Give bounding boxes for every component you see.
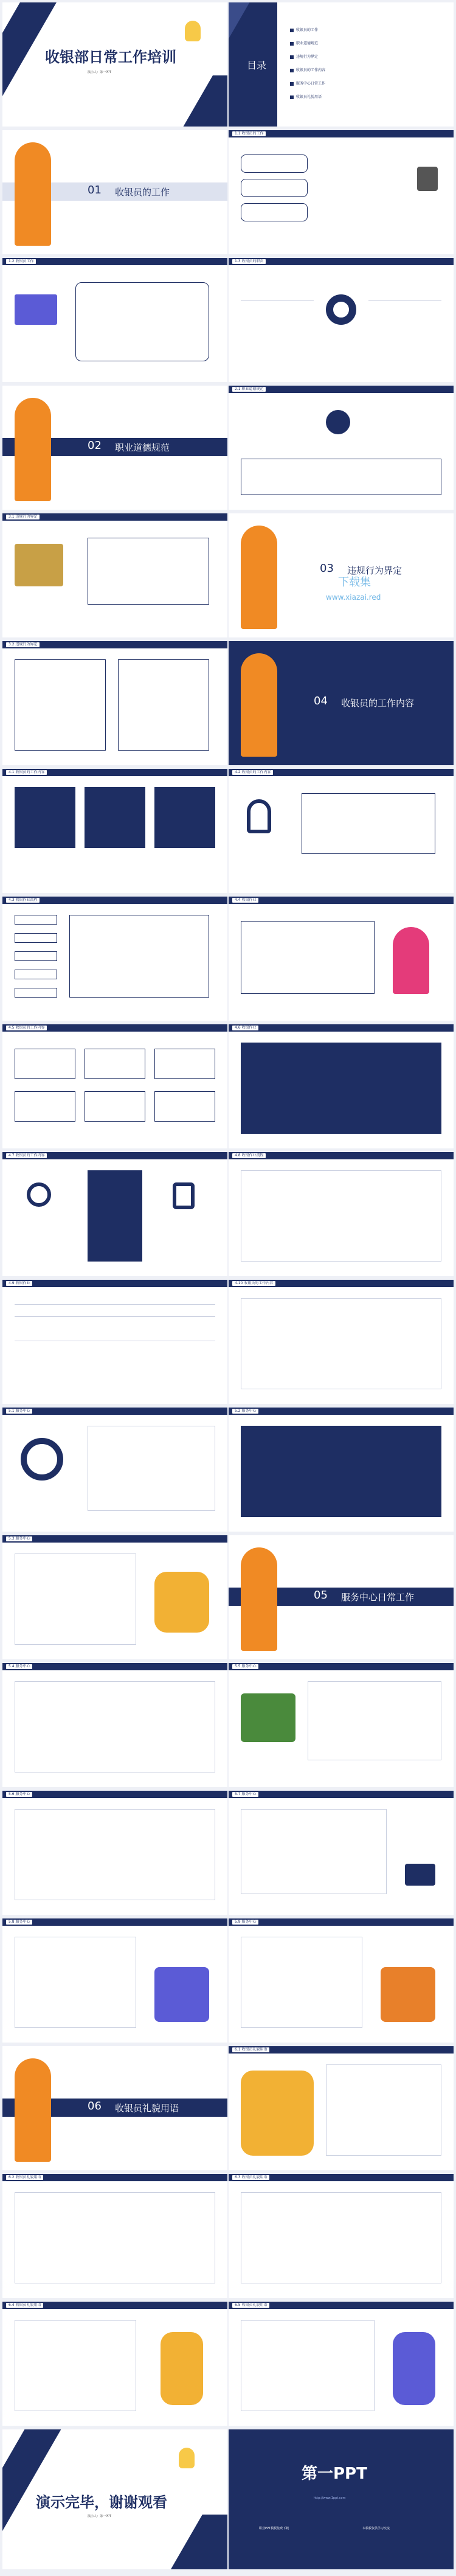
section-title: 职业道德规范 — [115, 442, 170, 453]
content-slide — [2, 1152, 227, 1276]
slide-header: 4.8 收银作业流程 — [229, 1152, 454, 1159]
watermark-site: 下载集 — [338, 576, 371, 589]
slide-header: 5.1 服务中心 — [2, 1408, 227, 1415]
slide-header: 3.1 违规行为界定 — [2, 513, 227, 521]
ad-right-text: 本模板仅供学习交流 — [362, 2527, 390, 2530]
content-slide — [229, 386, 454, 510]
bullet-icon — [290, 82, 294, 86]
text-panel — [241, 1298, 441, 1389]
slide-header: 6.4 收银员礼貌用语 — [2, 2302, 227, 2309]
megaphone-icon — [405, 1864, 435, 1886]
content-slide — [2, 1918, 227, 2043]
content-slide — [2, 769, 227, 893]
content-slide — [2, 1663, 227, 1787]
content-slide — [229, 2174, 454, 2298]
watermark-url: www.xiazai.red — [326, 593, 381, 602]
section-number: 04 — [314, 695, 328, 707]
flow-step — [15, 933, 57, 943]
decor-stripe — [167, 2515, 227, 2569]
ad-left-text: 职业PPT模板免费下载 — [259, 2527, 289, 2530]
donut-chart-icon — [326, 294, 356, 325]
text-panel — [15, 2320, 136, 2411]
kid-illustration — [241, 653, 277, 757]
section-slide-04 — [229, 641, 454, 765]
section-slide-01 — [2, 130, 227, 254]
slide-header: 1.2 收银员工作 — [2, 258, 227, 265]
text-panel — [15, 1681, 215, 1772]
slide-header: 5.9 服务中心 — [229, 1918, 454, 1926]
section-title: 服务中心日常工作 — [341, 1592, 415, 1603]
people-icon — [326, 410, 350, 434]
content-slide — [229, 1024, 454, 1148]
slide-header: 5.4 服务中心 — [2, 1663, 227, 1670]
section-number: 03 — [320, 562, 334, 575]
content-slide — [2, 1535, 227, 1659]
toc-item[interactable]: 职业道德规范 — [286, 40, 318, 47]
content-slide — [2, 1024, 227, 1148]
content-slide — [2, 2174, 227, 2298]
bullet-icon — [290, 29, 294, 32]
content-slide — [229, 258, 454, 382]
text-bubble — [241, 154, 308, 173]
content-slide — [229, 1280, 454, 1404]
text-panel — [302, 793, 435, 854]
content-slide — [229, 897, 454, 1021]
slide-header: 5.5 服务中心 — [229, 1663, 454, 1670]
text-panel — [15, 1809, 215, 1900]
content-slide — [2, 897, 227, 1021]
desk-illustration — [241, 1693, 295, 1742]
laptop-icon — [15, 294, 57, 325]
content-slide — [229, 1918, 454, 2043]
kid-illustration — [15, 2058, 51, 2162]
slide-header: 5.8 服务中心 — [2, 1918, 227, 1926]
toc-item[interactable]: 收银员的工作内容 — [286, 67, 325, 74]
text-panel — [88, 1170, 142, 1262]
text-panel — [241, 1426, 441, 1517]
section-slide-02 — [2, 386, 227, 510]
text-panel — [241, 1809, 387, 1894]
slide-header: 1.1 收银员的工作 — [229, 130, 454, 137]
slide-header: 6.2 收银员礼貌用语 — [2, 2174, 227, 2181]
person-illustration — [393, 2332, 435, 2405]
text-panel — [15, 1937, 136, 2028]
kid-illustration — [15, 142, 51, 246]
divider — [241, 300, 314, 301]
text-panel — [154, 1091, 215, 1122]
person-illustration — [393, 927, 429, 994]
people-illustration — [241, 2071, 314, 2156]
toc-item[interactable]: 收银员礼貌用语 — [286, 94, 322, 100]
text-panel — [88, 1426, 215, 1511]
text-panel — [75, 282, 209, 361]
text-panel — [326, 2064, 441, 2156]
office-illustration — [154, 1967, 209, 2022]
slide-header: 4.2 收银员的工作内容 — [229, 769, 454, 776]
section-title: 收银员的工作 — [115, 187, 170, 198]
forklift-illustration — [381, 1967, 435, 2022]
content-slide — [229, 2046, 454, 2170]
section-slide-03 — [229, 513, 454, 637]
text-panel — [241, 1043, 441, 1134]
safe-icon — [417, 167, 438, 191]
toc-item[interactable]: 收银员的工作 — [286, 27, 318, 33]
text-panel — [241, 459, 441, 495]
text-panel — [308, 1681, 441, 1760]
brand-url[interactable]: http://www.1ppt.com — [314, 2496, 346, 2500]
lightbulb-icon — [247, 799, 271, 833]
brand-logo: 第一PPT — [302, 2465, 367, 2483]
section-number: 05 — [314, 1589, 328, 1602]
lock-icon — [173, 1182, 195, 1209]
lightbulb-icon — [179, 2448, 195, 2468]
slide-header: 4.4 收银作业 — [229, 897, 454, 904]
content-slide — [229, 1408, 454, 1532]
content-slide — [2, 641, 227, 765]
section-number: 01 — [88, 184, 102, 196]
flow-step — [15, 951, 57, 961]
slide-header: 4.3 收银作业流程 — [2, 897, 227, 904]
text-panel — [118, 659, 209, 751]
slide-header: 5.3 服务中心 — [2, 1535, 227, 1543]
toc-title: 目录 — [247, 60, 267, 71]
search-icon — [27, 1182, 51, 1207]
slide-header: 5.6 服务中心 — [2, 1791, 227, 1798]
section-slide-06 — [2, 2046, 227, 2170]
text-panel — [15, 1554, 136, 1645]
content-slide — [229, 1791, 454, 1915]
text-panel — [15, 2192, 215, 2283]
text-panel — [241, 1937, 362, 2028]
content-slide — [229, 2302, 454, 2426]
slide-header: 4.6 收银作业 — [229, 1024, 454, 1032]
slide-header: 6.3 收银员礼貌用语 — [229, 2174, 454, 2181]
text-panel — [15, 1049, 75, 1079]
slide-header: 4.10 收银员的工作内容 — [229, 1280, 454, 1287]
content-slide — [2, 2302, 227, 2426]
slide-header: 5.2 服务中心 — [229, 1408, 454, 1415]
section-number: 02 — [88, 439, 102, 452]
bullet-icon — [290, 95, 294, 99]
text-panel — [154, 1049, 215, 1079]
content-slide — [2, 1408, 227, 1532]
cover-subtitle: 演示人：第一PPT — [88, 71, 112, 74]
power-icon — [21, 1438, 63, 1481]
money-icon — [15, 544, 63, 586]
text-panel — [85, 787, 145, 848]
cover-title: 收银部日常工作培训 — [45, 49, 176, 66]
text-panel — [85, 1049, 145, 1079]
slide-header: 4.1 收银员的工作内容 — [2, 769, 227, 776]
bullet-icon — [290, 69, 294, 72]
ad-slide — [229, 2429, 454, 2569]
content-slide — [2, 513, 227, 637]
person-illustration — [161, 2332, 203, 2405]
slide-header: 6.1 收银员礼貌用语 — [229, 2046, 454, 2054]
slide-header: 5.7 服务中心 — [229, 1791, 454, 1798]
bullet-icon — [290, 55, 294, 59]
flow-step — [15, 988, 57, 998]
content-slide — [229, 769, 454, 893]
text-panel — [241, 921, 375, 994]
text-panel — [241, 1170, 441, 1262]
bullet-icon — [290, 42, 294, 46]
content-slide — [2, 1791, 227, 1915]
ending-subtitle: 演示人：第一PPT — [88, 2515, 112, 2518]
divider — [368, 300, 441, 301]
content-slide — [229, 1152, 454, 1276]
slide-header: 1.3 收银员的职责 — [229, 258, 454, 265]
text-panel — [15, 1091, 75, 1122]
kid-illustration — [241, 526, 277, 629]
slide-header: 6.5 收银员礼貌用语 — [229, 2302, 454, 2309]
text-bubble — [241, 179, 308, 197]
text-panel — [15, 787, 75, 848]
text-bubble — [241, 203, 308, 221]
content-slide — [2, 1280, 227, 1404]
ending-title: 演示完毕，谢谢观看 — [36, 2494, 167, 2511]
text-panel — [241, 2192, 441, 2283]
divider — [15, 1304, 215, 1305]
slide-header: 2.1 职业道德规范 — [229, 386, 454, 393]
content-slide — [2, 258, 227, 382]
people-illustration — [154, 1572, 209, 1633]
section-title: 收银员礼貌用语 — [115, 2103, 179, 2114]
toc-slide — [229, 2, 454, 127]
flow-step — [15, 970, 57, 979]
section-title: 违规行为界定 — [347, 565, 402, 576]
kid-illustration — [241, 1547, 277, 1651]
text-panel — [15, 659, 106, 751]
toc-item[interactable]: 服务中心日常工作 — [286, 80, 325, 87]
lightbulb-icon — [185, 21, 201, 41]
slide-header: 3.2 违规行为界定 — [2, 641, 227, 648]
kid-illustration — [15, 398, 51, 501]
content-slide — [229, 130, 454, 254]
section-title: 收银员的工作内容 — [341, 698, 415, 709]
flow-step — [15, 915, 57, 925]
decor-stripe — [181, 75, 227, 127]
section-number: 06 — [88, 2100, 102, 2113]
ending-slide — [2, 2429, 227, 2569]
cover-slide — [2, 2, 227, 127]
content-slide — [229, 1663, 454, 1787]
divider — [15, 1316, 215, 1317]
slide-header: 4.7 收银员的工作内容 — [2, 1152, 227, 1159]
text-panel — [154, 787, 215, 848]
slide-header: 4.5 收银员的工作内容 — [2, 1024, 227, 1032]
text-panel — [241, 2320, 375, 2411]
section-slide-05 — [229, 1535, 454, 1659]
slide-header: 4.9 收银作业 — [2, 1280, 227, 1287]
text-panel — [88, 538, 209, 605]
toc-item[interactable]: 违规行为界定 — [286, 54, 318, 60]
text-panel — [85, 1091, 145, 1122]
text-panel — [69, 915, 209, 998]
